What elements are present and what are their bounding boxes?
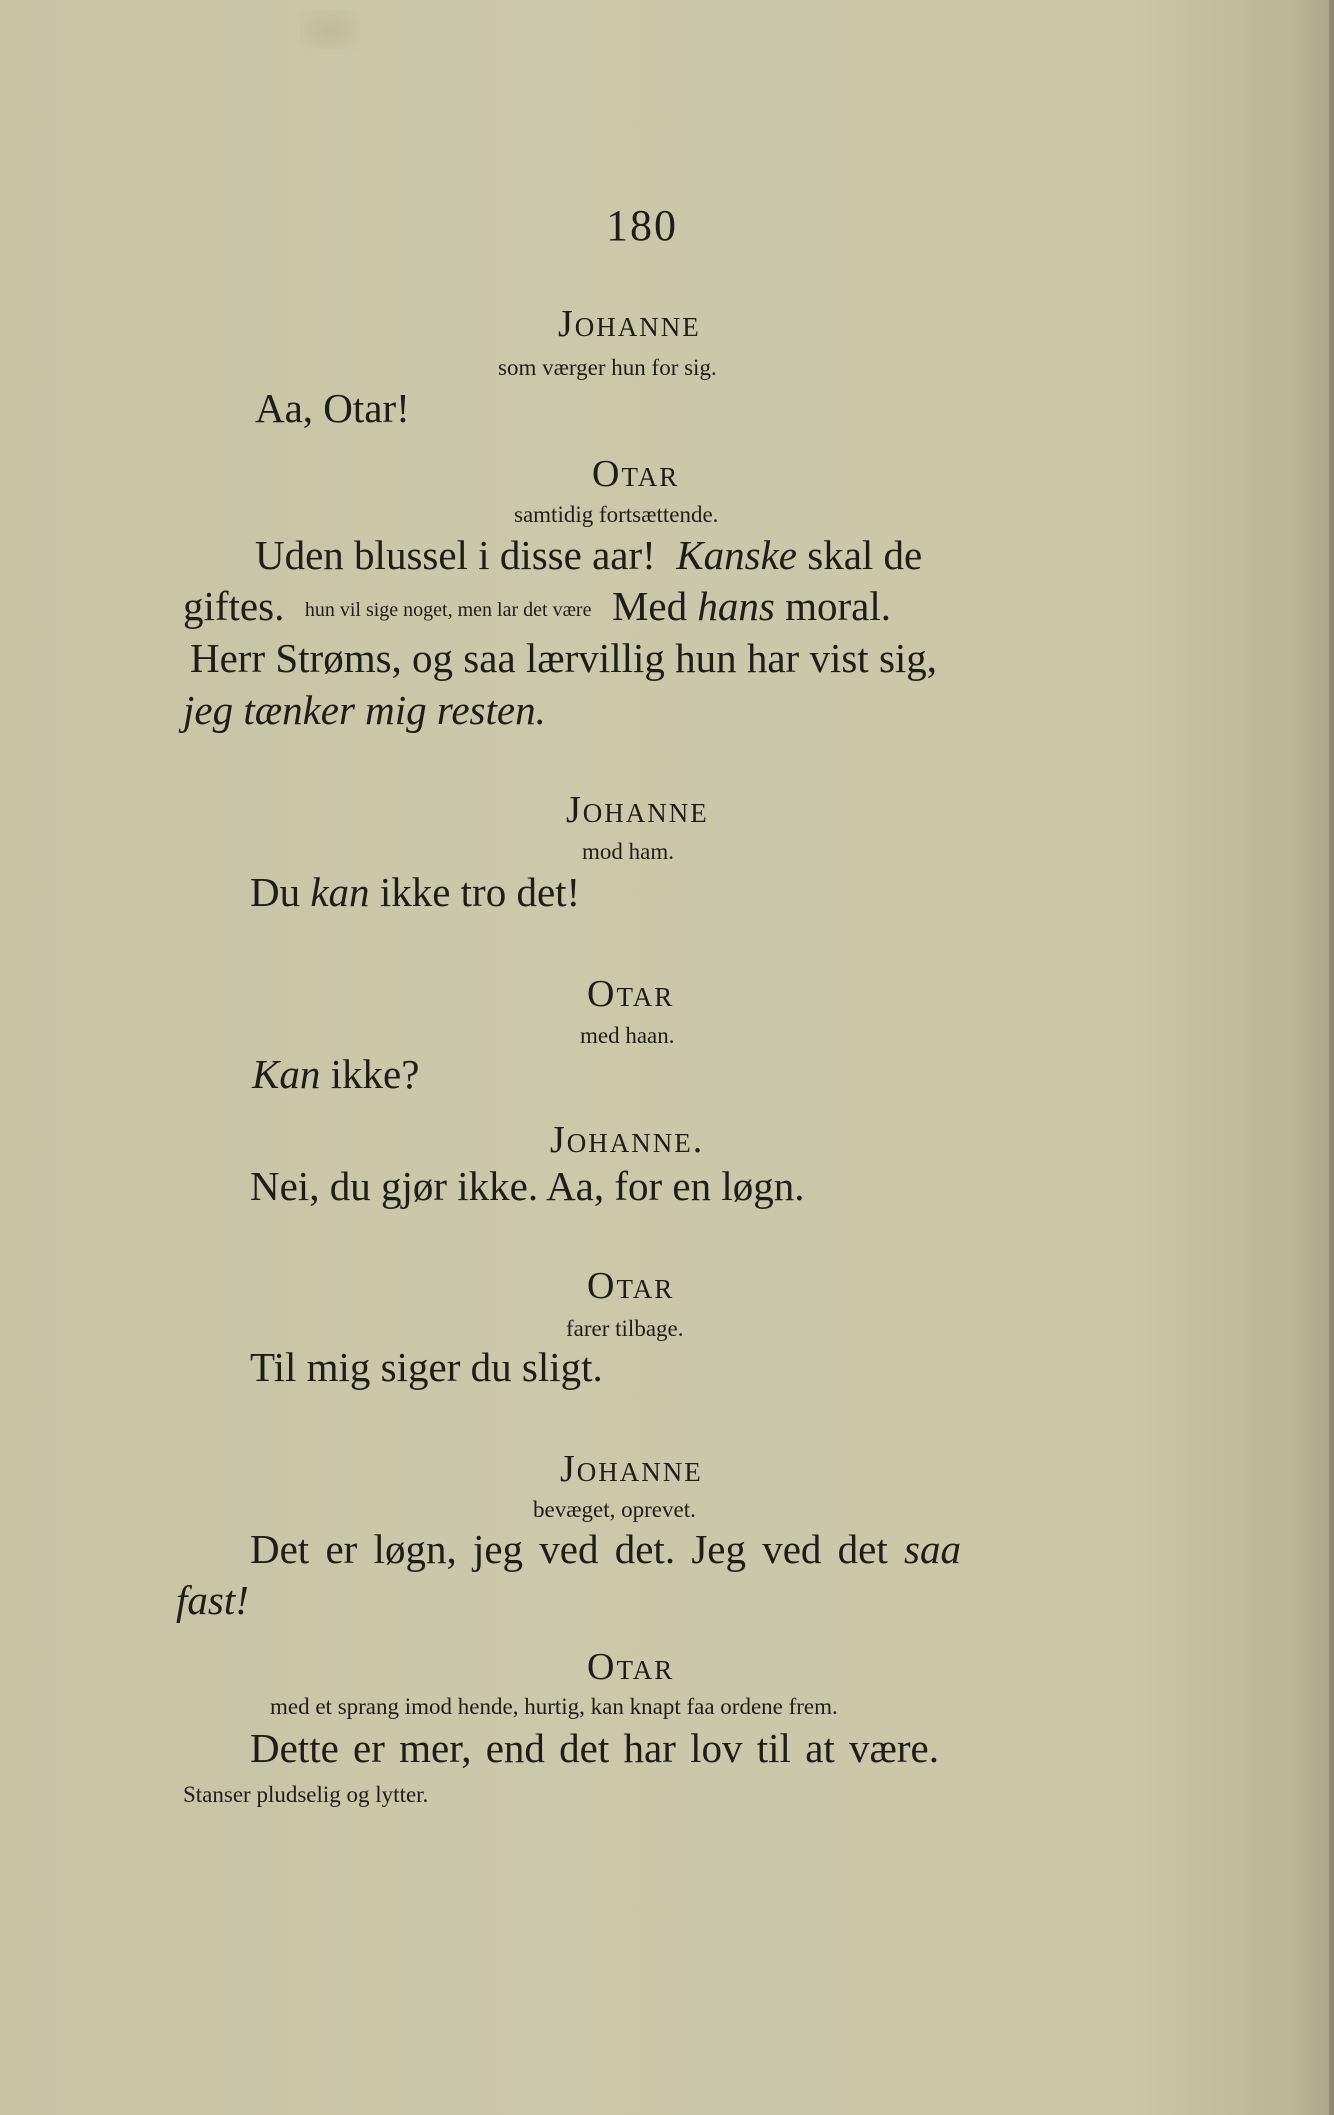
dialogue-line: Uden blussel i disse aar! Kanske skal de	[255, 532, 923, 578]
dialogue-line: fast!	[176, 1577, 249, 1623]
dialogue-line: giftes. hun vil sige noget, men lar det være Med hans moral.	[183, 583, 891, 629]
dialogue-line: Kan ikke?	[252, 1051, 420, 1097]
dialogue-line: Du kan ikke tro det!	[250, 869, 581, 915]
closing-stage-direction: Stanser pludselig og lytter.	[183, 1782, 429, 1807]
speaker-name: Otar	[592, 453, 680, 495]
stage-direction: bevæget, oprevet.	[533, 1497, 696, 1522]
dialogue-line: Nei, du gjør ikke. Aa, for en løgn.	[250, 1163, 805, 1209]
speaker-name: Johanne.	[550, 1119, 705, 1161]
stage-direction: som værger hun for sig.	[498, 355, 717, 380]
speaker-name: Johanne	[566, 789, 709, 831]
dialogue-line: Aa, Otar!	[255, 385, 410, 431]
stage-direction: farer tilbage.	[566, 1316, 684, 1341]
dialogue-line: Herr Strøms, og saa lærvillig hun har vist sig,	[190, 635, 938, 681]
inline-stage-direction: hun vil sige noget, men lar det være	[304, 599, 592, 621]
stage-direction: med haan.	[580, 1023, 675, 1048]
dialogue-line: jeg tænker mig resten.	[183, 687, 546, 733]
speaker-name: Johanne	[560, 1448, 703, 1490]
stage-direction: samtidig fortsættende.	[514, 502, 719, 527]
page-number: 180	[606, 201, 678, 250]
dialogue-line: Til mig siger du sligt.	[250, 1344, 603, 1390]
paper-stain	[300, 10, 360, 50]
speaker-name: Otar	[587, 973, 675, 1015]
stage-direction: mod ham.	[582, 839, 674, 864]
speaker-name: Otar	[587, 1265, 675, 1307]
stage-direction: med et sprang imod hende, hurtig, kan knapt faa ordene frem.	[270, 1694, 838, 1719]
dialogue-line: Det er løgn, jeg ved det. Jeg ved det saa	[250, 1526, 961, 1572]
speaker-name: Johanne	[558, 303, 701, 345]
dialogue-line: Dette er mer, end det har lov til at være.	[250, 1725, 939, 1771]
speaker-name: Otar	[587, 1646, 675, 1688]
page-edge	[1329, 0, 1334, 2115]
